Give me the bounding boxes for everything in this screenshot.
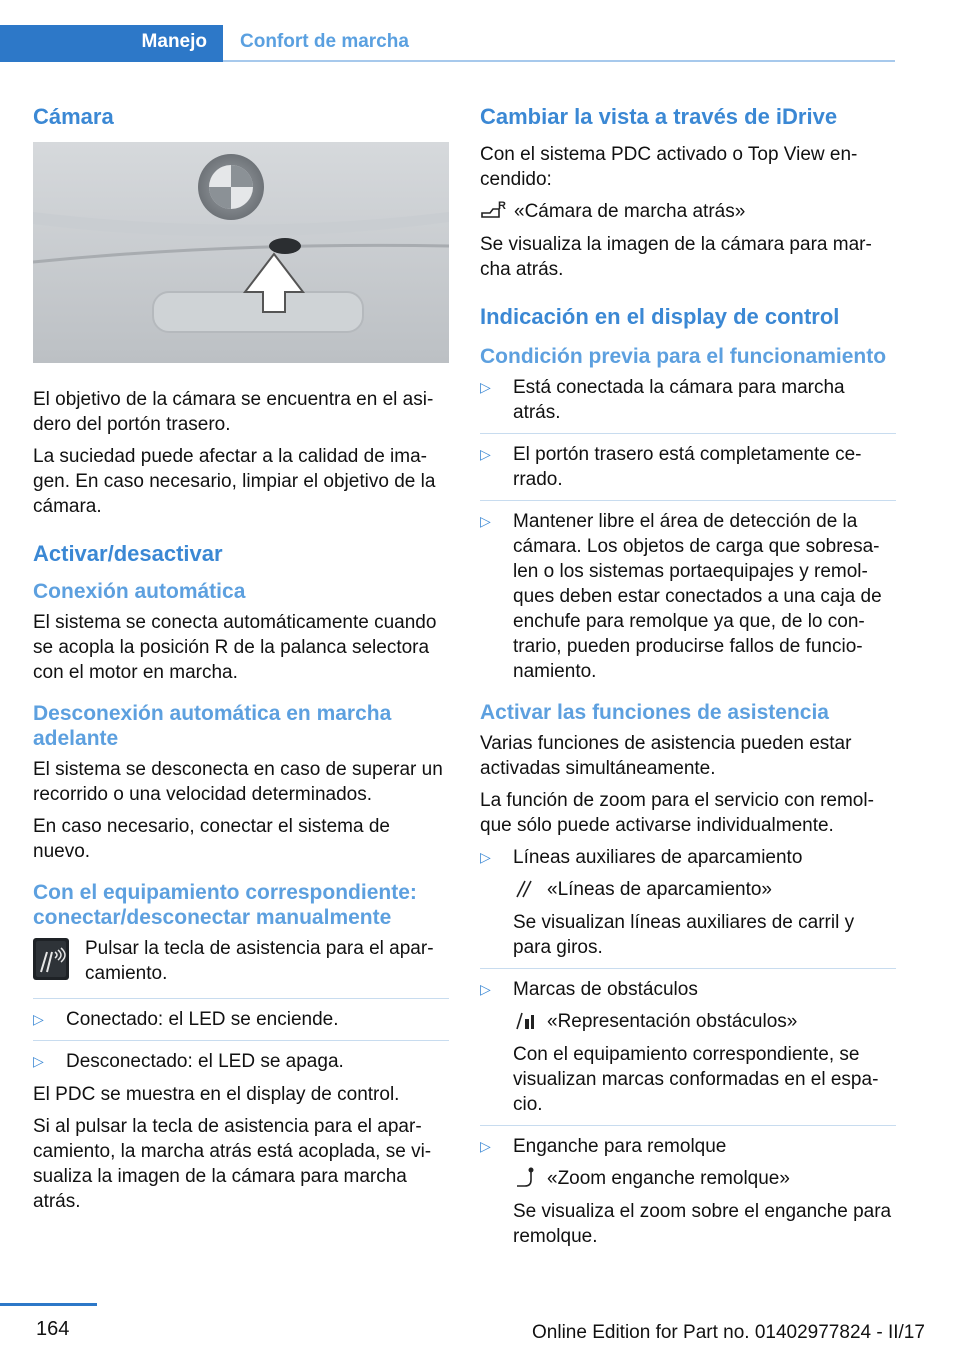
idrive-heading: Cambiar la vista a través de iDrive — [480, 104, 838, 129]
list-item: ▷ Enganche para remolque «Zoom enganche remolque» Se visualiza el zoom sobre el enganche para remolque. — [480, 1134, 896, 1249]
camera-paragraph-2: La suciedad puede afectar a la calidad de ima-gen. En caso necesario, limpiar el objetivo de la cámara. — [33, 446, 436, 517]
bullet-separator — [480, 500, 896, 501]
manual-heading: Con el equipamiento correspondiente: conectar/desconectar manualmente — [33, 881, 417, 929]
parking-lines-menu: «Líneas de aparcamiento» — [513, 877, 896, 902]
auto-on-text: El sistema se conecta automáticamente cuando se acopla la posición R de la palanca selectora con el motor en marcha. — [33, 612, 437, 683]
footer-divider — [0, 1303, 97, 1306]
precondition-heading: Condición previa para el funcionamiento — [480, 345, 887, 368]
assist-heading: Activar las funciones de asistencia — [480, 701, 829, 724]
camera-paragraph-1: El objetivo de la cámara se encuentra en el asi-dero del portón trasero. — [33, 389, 434, 435]
auto-off-paragraph-2: En caso necesario, conectar el sistema de nuevo. — [33, 816, 390, 862]
bullet-separator — [480, 433, 896, 434]
page-number: 164 — [36, 1318, 70, 1340]
bullet-triangle-icon: ▷ — [480, 981, 491, 997]
display-heading: Indicación en el display de control — [480, 304, 840, 329]
bullet-separator — [33, 998, 449, 999]
list-item: ▷ Mantener libre el área de detección de la cámara. Los objetos de carga que sobresa-len o los sistemas portaequipajes y remol-ques deben estar conectados a una caja de enchufe para remolque ya que, de lo con-trario, pueden producirse fallos de funcio-namiento. — [480, 511, 882, 682]
list-item: ▷ Conectado: el LED se enciende. — [33, 1009, 339, 1030]
auto-off-heading: Desconexión automática en marcha adelante — [33, 702, 392, 750]
manual-paragraph-2: Si al pulsar la tecla de asistencia para el apar-camiento, la marcha atrás está acoplada, se vi-sualiza la imagen de la cámara para marcha atrás. — [33, 1116, 432, 1212]
section-tab: Manejo — [0, 25, 223, 62]
header-divider — [223, 60, 895, 62]
page-header — [0, 0, 960, 62]
list-item: ▷ Está conectada la cámara para marcha atrás. — [480, 377, 845, 423]
manual-paragraph-1: El PDC se muestra en el display de control. — [33, 1084, 400, 1105]
parking-assist-key-row — [33, 936, 449, 986]
obstacle-marks-icon — [513, 1009, 541, 1031]
bullet-separator — [33, 1040, 449, 1041]
idrive-paragraph-1: Con el sistema PDC activado o Top View en-cendido: — [480, 144, 858, 190]
subsection-tab: Confort de marcha — [240, 31, 409, 52]
bullet-triangle-icon: ▷ — [480, 513, 491, 529]
trailer-hitch-icon — [513, 1166, 541, 1188]
svg-text:R: R — [498, 200, 506, 212]
bullet-triangle-icon: ▷ — [33, 1053, 44, 1069]
activate-heading: Activar/desactivar — [33, 541, 223, 566]
right-column — [480, 100, 896, 1257]
bullet-triangle-icon: ▷ — [33, 1011, 44, 1027]
bullet-triangle-icon: ▷ — [480, 379, 491, 395]
list-item: ▷ El portón trasero está completamente ce-rrado. — [480, 444, 862, 490]
parking-lines-icon — [513, 877, 541, 899]
bullet-triangle-icon: ▷ — [480, 446, 491, 462]
list-item: ▷ Marcas de obstáculos «Representación obstáculos» Con el equipamiento correspondiente, se visualizan marcas conformadas en el espa-cio. — [480, 977, 896, 1117]
list-item: ▷ Desconectado: el LED se apaga. — [33, 1051, 344, 1072]
list-item: ▷ Líneas auxiliares de aparcamiento «Líneas de aparcamiento» Se visualizan líneas auxiliares de carril y para giros. — [480, 845, 896, 960]
obstacle-marks-menu: «Representación obstáculos» — [513, 1009, 896, 1034]
bullet-separator — [480, 1125, 896, 1126]
trailer-hitch-menu: «Zoom enganche remolque» — [513, 1166, 896, 1191]
parking-assist-key-icon — [33, 938, 69, 980]
idrive-menu-line: R «Cámara de marcha atrás» — [480, 199, 896, 224]
idrive-paragraph-2: Se visualiza la imagen de la cámara para mar-cha atrás. — [480, 234, 872, 280]
assist-paragraph-2: La función de zoom para el servicio con remol-que sólo puede activarse individualmente. — [480, 790, 874, 836]
camera-heading: Cámara — [33, 104, 114, 129]
bullet-triangle-icon: ▷ — [480, 849, 491, 865]
camera-location-image — [33, 142, 449, 363]
rear-camera-icon — [480, 199, 508, 221]
assist-paragraph-1: Varias funciones de asistencia pueden estar activadas simultáneamente. — [480, 733, 852, 779]
auto-on-heading: Conexión automática — [33, 580, 246, 603]
parking-assist-key-text: Pulsar la tecla de asistencia para el apar-camiento. — [85, 938, 434, 984]
auto-off-paragraph-1: El sistema se desconecta en caso de superar un recorrido o una velocidad determinados. — [33, 759, 443, 805]
edition-note: Online Edition for Part no. 01402977824 - II/17 — [532, 1322, 925, 1343]
left-column — [33, 100, 449, 1221]
bullet-separator — [480, 968, 896, 969]
bullet-triangle-icon: ▷ — [480, 1138, 491, 1154]
